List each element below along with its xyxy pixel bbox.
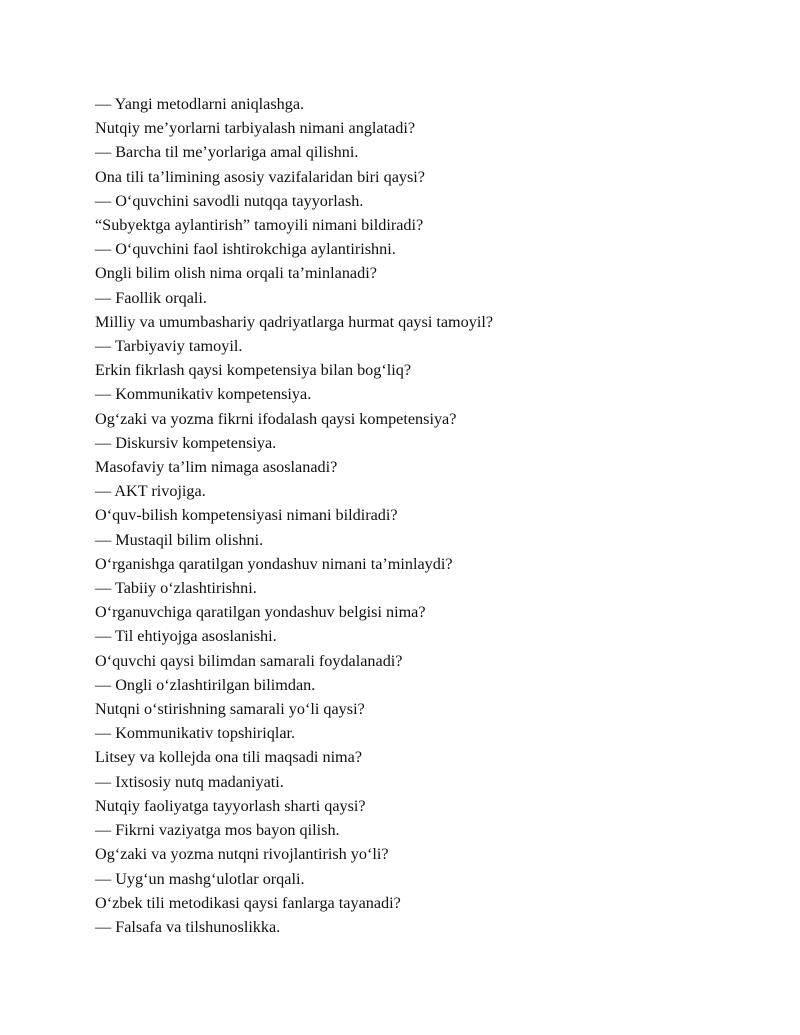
answer-line: — O‘quvchini savodli nutqqa tayyorlash. (95, 191, 364, 210)
question-line: Milliy va umumbashariy qadriyatlarga hurmat qaysi tamoyil? (95, 312, 494, 331)
question-line: Nutqiy faoliyatga tayyorlash sharti qaysi? (95, 796, 366, 815)
question-line: Nutqiy me’yorlarni tarbiyalash nimani anglatadi? (95, 119, 416, 138)
question-line: “Subyektga aylantirish” tamoyili nimani bildiradi? (95, 216, 424, 235)
question-line: Erkin fikrlash qaysi kompetensiya bilan bog‘liq? (95, 361, 412, 380)
question-line: O‘rganuvchiga qaratilgan yondashuv belgisi nima? (95, 603, 426, 622)
qa-text-block (95, 92, 755, 939)
question-line: Og‘zaki va yozma nutqni rivojlantirish yo‘li? (95, 845, 389, 864)
question-line: Nutqni o‘stirishning samarali yo‘li qaysi? (95, 700, 365, 719)
answer-line: — Mustaqil bilim olishni. (95, 530, 264, 549)
answer-line: — Diskursiv kompetensiya. (95, 433, 277, 452)
question-line: Ona tili ta’limining asosiy vazifalaridan biri qaysi? (95, 167, 425, 186)
answer-line: — Faollik orqali. (95, 288, 207, 307)
answer-line: — Falsafa va tilshunoslikka. (95, 917, 281, 936)
question-line: Masofaviy ta’lim nimaga asoslanadi? (95, 458, 338, 477)
answer-line: — Fikrni vaziyatga mos bayon qilish. (95, 821, 340, 840)
question-line: O‘zbek tili metodikasi qaysi fanlarga tayanadi? (95, 893, 401, 912)
question-line: Ongli bilim olish nima orqali ta’minlanadi? (95, 264, 377, 283)
answer-line: — Ixtisosiy nutq madaniyati. (95, 772, 284, 791)
answer-line: — Yangi metodlarni aniqlashga. (95, 95, 305, 113)
answer-line: — Uyg‘un mashg‘ulotlar orqali. (95, 869, 305, 888)
question-line: O‘rganishga qaratilgan yondashuv nimani ta’minlaydi? (95, 554, 453, 573)
answer-line: — Barcha til me’yorlariga amal qilishni. (95, 143, 359, 162)
question-line: O‘quvchi qaysi bilimdan samarali foydalanadi? (95, 651, 403, 670)
answer-line: — Ongli o‘zlashtirilgan bilimdan. (95, 675, 316, 694)
answer-line: — Kommunikativ kompetensiya. (95, 385, 312, 404)
question-line: Litsey va kollejda ona tili maqsadi nima? (95, 748, 363, 767)
answer-line: — AKT rivojiga. (95, 482, 206, 501)
answer-line: — Kommunikativ topshiriqlar. (95, 724, 296, 743)
answer-line: — O‘quvchini faol ishtirokchiga aylantirishni. (95, 240, 396, 259)
question-line: Og‘zaki va yozma fikrni ifodalash qaysi kompetensiya? (95, 409, 457, 428)
answer-line: — Til ehtiyojga asoslanishi. (95, 627, 277, 646)
answer-line: — Tarbiyaviy tamoyil. (95, 337, 243, 356)
answer-line: — Tabiiy o‘zlashtirishni. (95, 579, 257, 598)
question-line: O‘quv-bilish kompetensiyasi nimani bildiradi? (95, 506, 398, 525)
